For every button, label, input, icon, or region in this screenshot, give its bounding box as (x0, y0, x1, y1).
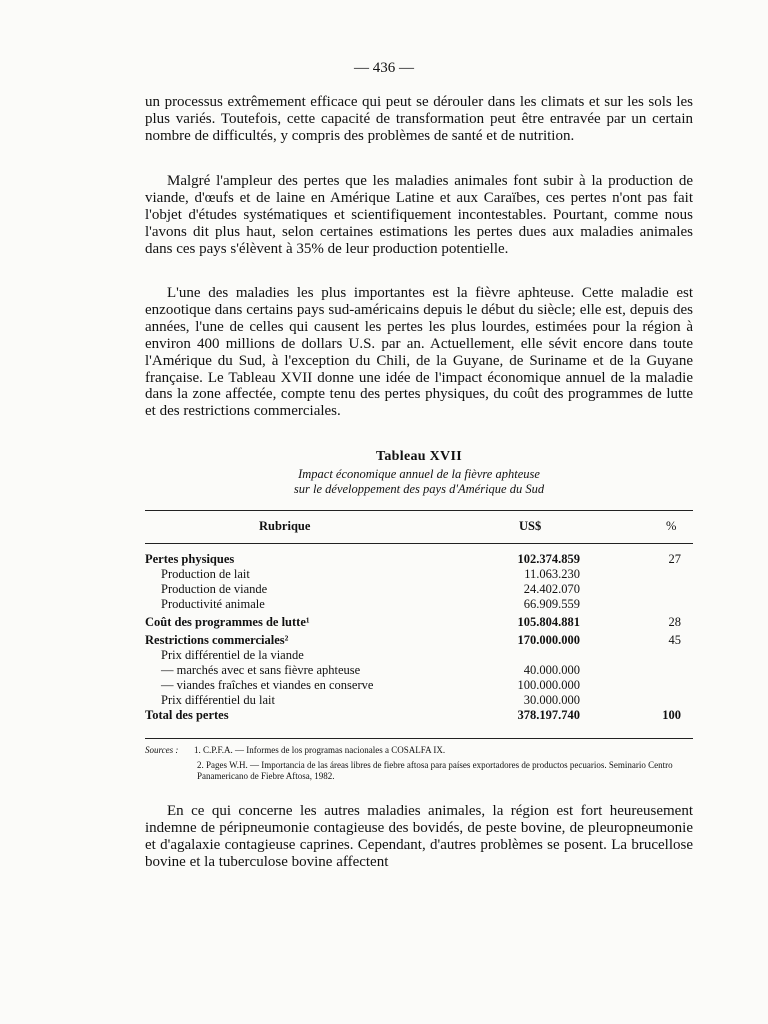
table-row (145, 615, 693, 630)
row-label: — viandes fraîches et viandes en conserve (161, 678, 374, 692)
table-title: Tableau XVII (376, 449, 462, 464)
row-label: Coût des programmes de lutte¹ (145, 615, 310, 629)
table-subtitle-line2: sur le développement des pays d'Amérique du Sud (293, 482, 545, 496)
row-value: 102.374.859 (517, 552, 580, 566)
header-usd: US$ (519, 519, 542, 533)
row-value: 30.000.000 (523, 693, 580, 707)
table-row (145, 567, 693, 582)
table-body (145, 552, 693, 723)
row-value: 66.909.559 (523, 597, 580, 611)
paragraph-4: En ce qui concerne les autres maladies animales, la région est fort heureusement indemne de péripneumonie contagieuse des bovidés, de peste bovine, de pleuropneumonie et d'agalaxie contagieuse caprines. Cependant, d'autres problèmes se posent. La brucellose bovine et la tuberculose bovine affectent (145, 803, 693, 870)
row-value: 170.000.000 (517, 633, 580, 647)
row-percent: 27 (668, 552, 681, 566)
table-row (145, 633, 693, 648)
row-label: Total des pertes (145, 708, 229, 722)
row-value: 24.402.070 (523, 582, 580, 596)
row-label: Pertes physiques (145, 552, 235, 566)
table-row (145, 678, 693, 693)
row-value: 105.804.881 (517, 615, 580, 629)
table-row (145, 552, 693, 567)
page-number: — 436 — (354, 60, 414, 76)
table-row (145, 648, 693, 663)
table-row (145, 582, 693, 597)
table-row (145, 693, 693, 708)
header-rubrique: Rubrique (259, 519, 311, 533)
table-header-rule (145, 543, 693, 544)
paragraph-1: un processus extrêmement efficace qui peut se dérouler dans les climats et sur les sols les plus variés. Toutefois, cette capacité de transformation peut être entravée par un certain nombre de difficultés, y compris des problèmes de santé et de nutrition. (145, 94, 693, 144)
row-label: Production de viande (161, 582, 268, 596)
row-label: — marchés avec et sans fièvre aphteuse (161, 663, 361, 677)
source-note-2: 2. Pages W.H. — Importancia de las áreas libres de fiebre aftosa para países exportadores de productos pecuarios. Seminario Centro Panamericano de Fiebre Aftosa, 1982. (197, 760, 673, 781)
table-row (145, 597, 693, 612)
row-label: Prix différentiel de la viande (161, 648, 304, 662)
sources-label: Sources : (145, 745, 179, 755)
row-value: 378.197.740 (517, 708, 580, 722)
source-note-1: 1. C.P.F.A. — Informes de los programas nacionales a COSALFA IX. (194, 745, 446, 755)
row-value: 11.063.230 (524, 567, 580, 581)
row-label: Productivité animale (161, 597, 265, 611)
table-subtitle-line1: Impact économique annuel de la fièvre aphteuse (298, 467, 540, 481)
row-label: Production de lait (161, 567, 250, 581)
row-value: 40.000.000 (523, 663, 580, 677)
row-label: Prix différentiel du lait (161, 693, 275, 707)
row-percent: 100 (662, 708, 681, 722)
row-percent: 45 (668, 633, 681, 647)
table-row (145, 663, 693, 678)
paragraph-2: Malgré l'ampleur des pertes que les maladies animales font subir à la production de viande, d'œufs et de laine en Amérique Latine et aux Caraïbes, ces pertes n'ont pas fait l'objet d'études systématiques et scientifiquement incontestables. Pourtant, comme nous l'avons dit plus haut, selon certaines estimations les pertes dues aux maladies animales dans ces pays s'élèvent à 35% de leur production potentielle. (145, 173, 693, 257)
header-percent: % (666, 519, 677, 533)
table-bottom-rule (145, 738, 693, 739)
paragraph-3: L'une des maladies les plus importantes est la fièvre aphteuse. Cette maladie est enzootique dans certains pays sud-américains depuis le début du siècle; elle est, depuis des années, l'une de celles qui causent les pertes les plus lourdes, estimées pour la région à environ 400 millions de dollars U.S. par an. Actuellement, elle sévit encore dans toute l'Amérique du Sud, à l'exception du Chili, de la Guyane, de Suriname et de la Guyane française. Le Tableau XVII donne une idée de l'impact économique annuel de la maladie dans la zone affectée, compte tenu des pertes physiques, du coût des programmes de lutte et des restrictions commerciales. (145, 285, 693, 420)
row-label: Restrictions commerciales² (145, 633, 289, 647)
table-row (145, 708, 693, 723)
row-value: 100.000.000 (517, 678, 580, 692)
table-top-rule (145, 510, 693, 511)
row-percent: 28 (668, 615, 681, 629)
